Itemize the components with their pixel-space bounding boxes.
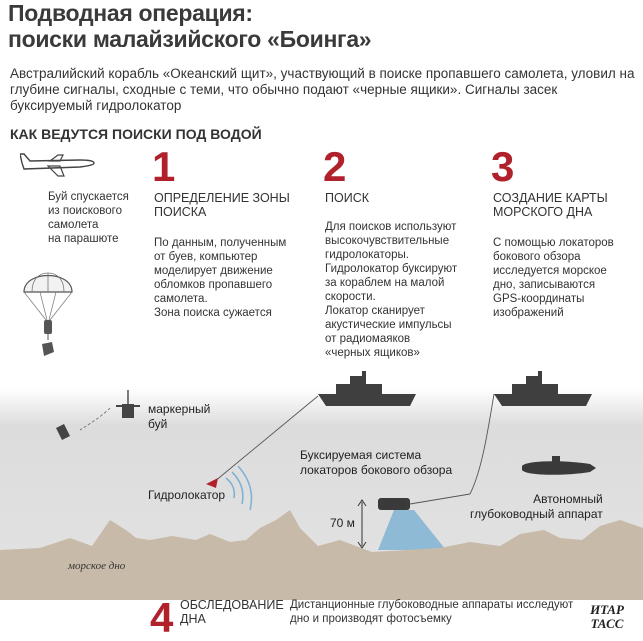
step-1-number: 1	[152, 143, 176, 190]
sonar-waves	[226, 466, 252, 510]
plane-icon	[20, 152, 96, 178]
depth-marker	[358, 500, 366, 548]
marker-buoy-icon	[80, 390, 140, 430]
step-4-title: ОБСЛЕДОВАНИЕ ДНА	[180, 598, 284, 626]
title-line-2: поиски малайзийского «Боинга»	[8, 26, 372, 52]
step-2-text: Для поисков используют высокочувствительные гидролокаторы. Гидролокатор буксируют за кораблем на малой скорости. Локатор сканирует акустические импульсы от радиомаяков «черных ящиков»	[325, 221, 458, 359]
seabed-shape	[0, 510, 643, 600]
step-4-number: 4	[150, 594, 174, 641]
step-3-title: СОЗДАНИЕ КАРТЫ МОРСКОГО ДНА	[493, 191, 608, 219]
seabed-label: морское дно	[68, 560, 126, 572]
auv-icon	[522, 456, 596, 475]
step-2-number: 2	[323, 143, 347, 190]
sinking-buoy-icon	[56, 424, 70, 440]
step-2-title: ПОИСК	[325, 191, 370, 205]
step-1-title: ОПРЕДЕЛЕНИЕ ЗОНЫ ПОИСКА	[154, 191, 290, 219]
hydrolocator-icon	[206, 478, 218, 488]
survey-ship-icon	[494, 371, 592, 406]
parachute-icon	[16, 260, 86, 370]
intro-text: Австралийский корабль «Океанский щит», участвующий в поиске пропавшего самолета, уловил на глубине сигналы, сходные с теми, что обычно подают «черные ящики». Сигналы засек буксируемый гидролокатор	[10, 66, 635, 113]
towed-system-label: Буксируемая система локаторов бокового обзора	[300, 448, 453, 477]
search-ship-icon	[318, 371, 416, 406]
page-title	[8, 0, 371, 52]
step-3-number: 3	[491, 143, 515, 190]
step-3-text: С помощью локаторов бокового обзора исследуется морское дно, записываются GPS-координаты изображений	[493, 237, 614, 319]
section-title: КАК ВЕДУТСЯ ПОИСКИ ПОД ВОДОЙ	[10, 126, 262, 142]
itar-tass-logo: ИТАР ТАСС	[590, 602, 624, 631]
step-4-text: Дистанционные глубоководные аппараты исследуют дно и производят фотосъемку	[290, 599, 574, 625]
step-1-text: По данным, полученным от буев, компьютер моделирует движение обломков пропавшего самолета. Зона поиска сужается	[154, 237, 287, 319]
hydrolocator-label: Гидролокатор	[148, 488, 226, 502]
marker-buoy-label: маркерный буй	[148, 402, 211, 431]
title-line-1: Подводная операция:	[8, 0, 253, 26]
tow-cable-2	[470, 394, 494, 494]
buoy-drop-text: Буй спускается из поискового самолета на парашюте	[48, 191, 129, 245]
auv-label: Автономный глубоководный аппарат	[470, 492, 603, 521]
depth-label: 70 м	[330, 516, 355, 530]
side-scan-sonar-icon	[378, 494, 470, 550]
